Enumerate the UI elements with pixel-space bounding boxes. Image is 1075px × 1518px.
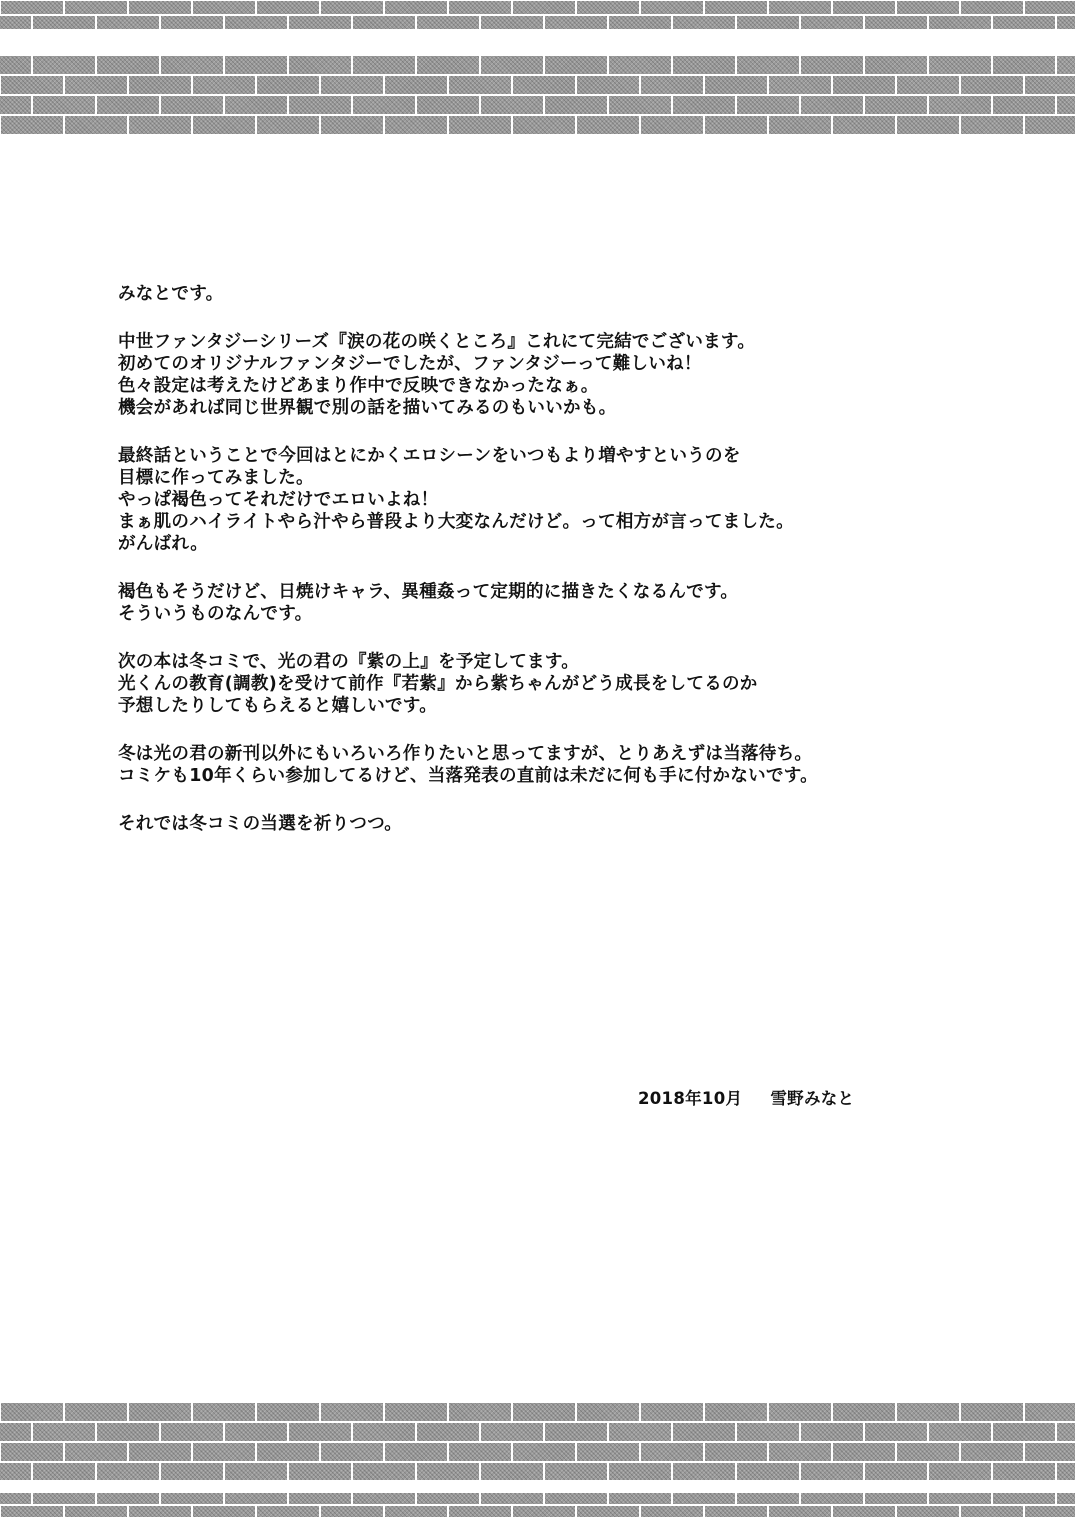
mortar-joint [991,1422,993,1442]
text-line: 最終話ということで今回はとにかくエロシーンをいつもより増やすというのを [118,446,741,466]
mortar-joint [319,115,321,135]
paragraph [118,743,958,787]
mortar-joint [1055,1462,1057,1480]
mortar-joint [575,1402,577,1422]
paragraph [118,331,958,419]
mortar-joint [831,0,833,15]
text-line: コミケも10年くらい参加してるけど、当落発表の直前は未だに何も手に付かないです。 [118,766,818,786]
text-line: 目標に作ってみました。 [118,468,314,488]
afterword-body [118,283,958,861]
mortar-joint [159,95,161,115]
mortar-joint [287,1462,289,1480]
mortar-joint [543,15,545,30]
text-line: そういうものなんです。 [118,604,313,624]
mortar-joint [703,1442,705,1462]
brick-pattern [0,1402,1075,1480]
mortar-joint [351,1492,353,1505]
mortar-row [0,134,1075,135]
mortar-joint [415,1462,417,1480]
text-line: 初めてのオリジナルファンタジーでしたが、ファンタジーって難しいね！ [118,354,702,374]
mortar-joint [31,1462,33,1480]
mortar-joint [1023,1442,1025,1462]
signature [638,1085,854,1109]
mortar-joint [1055,1492,1057,1505]
mortar-joint [447,75,449,95]
brick-border-top-band [0,55,1075,135]
text-line: がんばれ。 [118,534,209,554]
mortar-joint [0,1505,1,1518]
mortar-joint [351,15,353,30]
mortar-joint [607,55,609,75]
mortar-joint [959,1505,961,1518]
mortar-joint [127,0,129,15]
mortar-joint [767,115,769,135]
brick-border-bottom-strip [0,1492,1075,1518]
mortar-joint [895,1442,897,1462]
mortar-joint [1055,1422,1057,1442]
mortar-row [0,1421,1075,1423]
mortar-joint [671,1422,673,1442]
mortar-row [0,1461,1075,1463]
mortar-joint [639,75,641,95]
mortar-joint [447,1505,449,1518]
mortar-joint [511,75,513,95]
mortar-joint [575,1442,577,1462]
mortar-joint [447,0,449,15]
mortar-joint [479,95,481,115]
mortar-joint [223,15,225,30]
text-line: 光くんの教育(調教)を受けて前作『若紫』から紫ちゃんがどう成長をしてるのか [118,674,758,694]
mortar-joint [191,115,193,135]
mortar-joint [511,1402,513,1422]
mortar-joint [703,1402,705,1422]
mortar-joint [831,115,833,135]
mortar-joint [959,0,961,15]
mortar-joint [415,1492,417,1505]
mortar-joint [127,1505,129,1518]
mortar-joint [543,95,545,115]
mortar-joint [927,15,929,30]
text-line: 機会があれば同じ世界観で別の話を描いてみるのもいいかも。 [118,398,617,418]
mortar-joint [799,55,801,75]
paragraph [118,445,958,555]
mortar-joint [223,95,225,115]
mortar-joint [511,1442,513,1462]
mortar-joint [63,0,65,15]
mortar-joint [159,15,161,30]
mortar-joint [191,0,193,15]
signature-date: 2018年10月 [638,1089,743,1108]
text-line: 色々設定は考えたけどあまり作中で反映できなかったなぁ。 [118,376,599,396]
mortar-joint [959,75,961,95]
mortar-row [0,14,1075,16]
mortar-joint [575,1505,577,1518]
mortar-joint [415,15,417,30]
mortar-joint [511,1505,513,1518]
text-line: それでは冬コミの当選を祈りつつ。 [118,814,403,834]
mortar-joint [319,1442,321,1462]
paragraph [118,283,958,305]
mortar-row [0,94,1075,96]
mortar-joint [511,115,513,135]
mortar-joint [415,1422,417,1442]
mortar-joint [0,1442,1,1462]
mortar-joint [319,1402,321,1422]
mortar-joint [959,115,961,135]
mortar-joint [735,1492,737,1505]
mortar-row [0,114,1075,116]
mortar-joint [0,75,1,95]
mortar-joint [543,1422,545,1442]
mortar-joint [735,1462,737,1480]
paragraph [118,581,958,625]
mortar-joint [799,15,801,30]
mortar-joint [1023,1402,1025,1422]
mortar-joint [319,1505,321,1518]
mortar-joint [63,115,65,135]
text-line: 予想したりしてもらえると嬉しいです。 [118,696,437,716]
mortar-joint [543,1462,545,1480]
mortar-joint [863,1492,865,1505]
mortar-joint [703,1505,705,1518]
mortar-joint [31,1422,33,1442]
text-line: 冬は光の君の新刊以外にもいろいろ作りたいと思ってますが、とりあえずは当落待ち。 [118,744,813,764]
mortar-joint [639,115,641,135]
mortar-joint [415,55,417,75]
mortar-joint [447,1402,449,1422]
mortar-row [0,29,1075,30]
mortar-joint [927,1462,929,1480]
mortar-joint [991,1462,993,1480]
mortar-joint [159,55,161,75]
mortar-row [0,55,1075,56]
text-line: 次の本は冬コミで、光の君の『紫の上』を予定してます。 [118,652,580,672]
mortar-joint [991,55,993,75]
mortar-joint [543,1492,545,1505]
mortar-joint [767,1505,769,1518]
mortar-joint [735,15,737,30]
mortar-joint [287,55,289,75]
mortar-joint [223,55,225,75]
mortar-joint [831,1402,833,1422]
mortar-joint [31,55,33,75]
mortar-joint [255,1402,257,1422]
mortar-joint [287,1422,289,1442]
mortar-joint [1055,55,1057,75]
mortar-joint [287,1492,289,1505]
mortar-joint [671,95,673,115]
mortar-joint [383,1505,385,1518]
mortar-joint [607,15,609,30]
mortar-row [0,0,1075,1]
mortar-joint [383,0,385,15]
brick-pattern [0,1492,1075,1518]
mortar-joint [1023,75,1025,95]
mortar-joint [575,75,577,95]
brick-border-bottom-band [0,1402,1075,1480]
mortar-row [0,1504,1075,1506]
text-line: 褐色もそうだけど、日焼けキャラ、異種姦って定期的に描きたくなるんです。 [118,582,739,602]
mortar-joint [191,1505,193,1518]
mortar-joint [127,1442,129,1462]
mortar-joint [383,1402,385,1422]
mortar-joint [95,95,97,115]
mortar-joint [607,1492,609,1505]
text-line: 中世ファンタジーシリーズ『涙の花の咲くところ』これにて完結でございます。 [118,332,756,352]
mortar-joint [927,1492,929,1505]
mortar-joint [639,1402,641,1422]
mortar-joint [991,95,993,115]
mortar-joint [63,75,65,95]
mortar-joint [671,55,673,75]
mortar-joint [671,1492,673,1505]
mortar-joint [255,1442,257,1462]
mortar-joint [351,55,353,75]
mortar-joint [95,1462,97,1480]
mortar-joint [799,1422,801,1442]
mortar-joint [575,0,577,15]
mortar-joint [159,1462,161,1480]
mortar-joint [95,1492,97,1505]
mortar-joint [607,1462,609,1480]
mortar-joint [383,1442,385,1462]
mortar-joint [191,75,193,95]
mortar-joint [799,95,801,115]
mortar-joint [863,1462,865,1480]
mortar-joint [127,75,129,95]
mortar-joint [479,15,481,30]
mortar-joint [127,115,129,135]
mortar-joint [639,1442,641,1462]
brick-pattern [0,0,1075,30]
brick-pattern [0,55,1075,135]
mortar-joint [127,1402,129,1422]
mortar-joint [543,55,545,75]
mortar-joint [159,1422,161,1442]
mortar-joint [0,1402,1,1422]
mortar-joint [735,55,737,75]
mortar-joint [831,1505,833,1518]
mortar-joint [703,0,705,15]
mortar-joint [863,15,865,30]
mortar-joint [575,115,577,135]
mortar-joint [255,115,257,135]
text-line: みなとです。 [118,284,224,304]
mortar-joint [927,55,929,75]
mortar-joint [799,1462,801,1480]
mortar-joint [959,1402,961,1422]
paragraph [118,813,958,835]
mortar-joint [319,75,321,95]
mortar-joint [31,15,33,30]
mortar-joint [159,1492,161,1505]
text-line: まぁ肌のハイライトやら汁やら普段より大変なんだけど。って相方が言ってました。 [118,512,794,532]
mortar-joint [287,95,289,115]
mortar-joint [0,0,1,15]
mortar-joint [479,1422,481,1442]
mortar-joint [767,0,769,15]
mortar-joint [255,1505,257,1518]
mortar-joint [863,55,865,75]
mortar-joint [831,1442,833,1462]
mortar-joint [799,1492,801,1505]
mortar-joint [95,55,97,75]
mortar-joint [927,1422,929,1442]
mortar-joint [895,0,897,15]
mortar-joint [895,115,897,135]
brick-border-top-strip [0,0,1075,30]
mortar-joint [1023,115,1025,135]
mortar-joint [351,95,353,115]
mortar-joint [895,75,897,95]
mortar-joint [63,1505,65,1518]
mortar-joint [895,1402,897,1422]
mortar-joint [1023,1505,1025,1518]
mortar-joint [735,95,737,115]
mortar-joint [95,15,97,30]
mortar-joint [383,115,385,135]
mortar-joint [671,15,673,30]
mortar-joint [383,75,385,95]
mortar-joint [767,1442,769,1462]
mortar-joint [351,1422,353,1442]
mortar-joint [703,115,705,135]
mortar-joint [511,0,513,15]
mortar-joint [95,1422,97,1442]
mortar-joint [447,1442,449,1462]
mortar-joint [767,75,769,95]
mortar-joint [863,1422,865,1442]
mortar-joint [991,15,993,30]
mortar-joint [959,1442,961,1462]
mortar-row [0,1441,1075,1443]
mortar-joint [607,1422,609,1442]
mortar-joint [927,95,929,115]
mortar-joint [671,1462,673,1480]
mortar-joint [0,115,1,135]
mortar-row [0,1492,1075,1493]
signature-author: 雪野みなと [770,1089,855,1108]
mortar-joint [287,15,289,30]
mortar-joint [63,1402,65,1422]
mortar-joint [863,95,865,115]
mortar-joint [255,0,257,15]
paragraph [118,651,958,717]
mortar-joint [991,1492,993,1505]
mortar-joint [1023,0,1025,15]
mortar-joint [255,75,257,95]
mortar-row [0,74,1075,76]
mortar-row [0,1402,1075,1403]
mortar-joint [831,75,833,95]
mortar-joint [223,1492,225,1505]
mortar-joint [1055,95,1057,115]
mortar-joint [895,1505,897,1518]
mortar-joint [639,0,641,15]
text-line: やっぱ褐色ってそれだけでエロいよね！ [118,490,439,510]
mortar-joint [31,95,33,115]
mortar-joint [319,0,321,15]
mortar-joint [191,1442,193,1462]
mortar-joint [479,1492,481,1505]
mortar-joint [415,95,417,115]
mortar-joint [191,1402,193,1422]
mortar-joint [223,1462,225,1480]
mortar-joint [703,75,705,95]
mortar-joint [31,1492,33,1505]
mortar-joint [351,1462,353,1480]
mortar-joint [639,1505,641,1518]
mortar-joint [767,1402,769,1422]
mortar-joint [223,1422,225,1442]
mortar-joint [447,115,449,135]
mortar-joint [479,1462,481,1480]
mortar-joint [479,55,481,75]
mortar-joint [63,1442,65,1462]
mortar-joint [735,1422,737,1442]
mortar-joint [1055,15,1057,30]
mortar-joint [607,95,609,115]
